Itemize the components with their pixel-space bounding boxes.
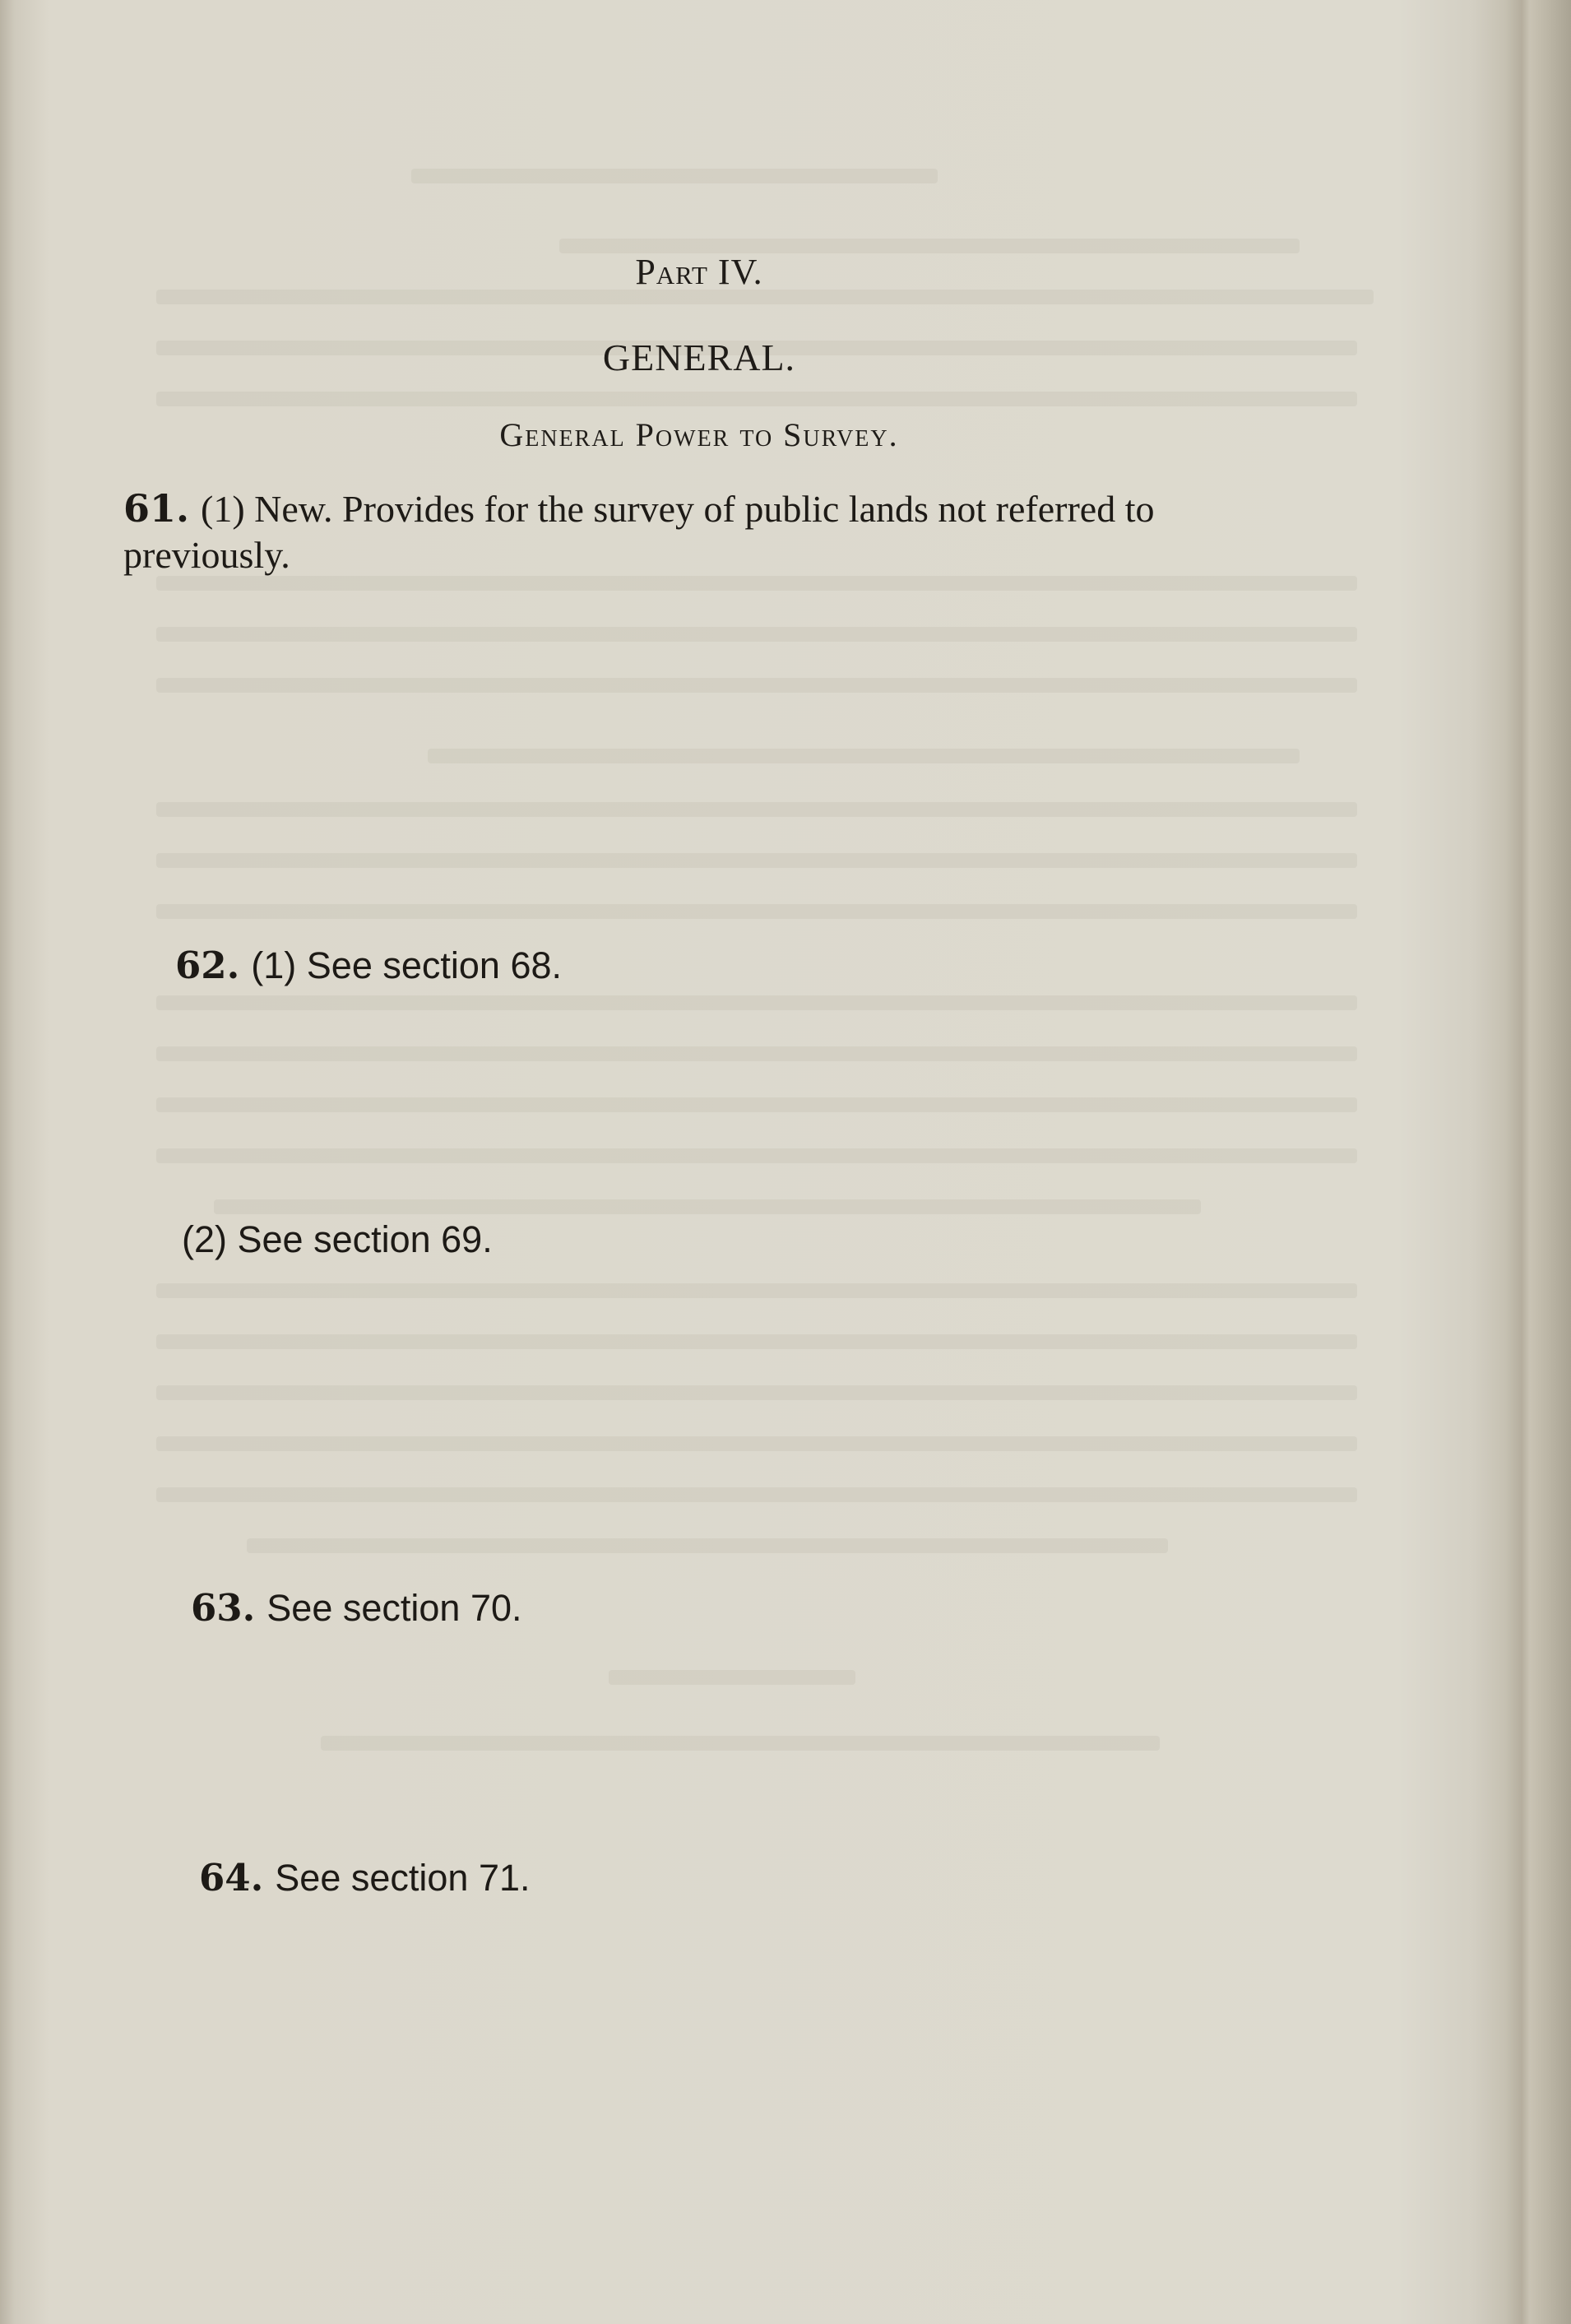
section-subheading: General Power to Survey.	[499, 416, 899, 453]
section-text: (1) New. Provides for the survey of public lands not referred to previously.	[123, 488, 1155, 576]
part-heading: Part IV.	[635, 252, 763, 292]
section-63	[191, 1585, 931, 1631]
section-62	[175, 943, 915, 989]
section-text: (1) See section 68.	[251, 944, 563, 986]
section-number: 62.	[175, 944, 240, 987]
section-text: (2) See section 69.	[182, 1218, 493, 1260]
section-number: 64.	[199, 1856, 264, 1900]
part-title: GENERAL.	[602, 336, 796, 378]
section-64	[199, 1855, 939, 1901]
section-61	[123, 485, 1176, 578]
section-number: 63.	[191, 1586, 256, 1630]
section-text: See section 71.	[275, 1857, 531, 1899]
section-text: See section 70.	[266, 1587, 522, 1629]
section-62-subsection-2	[182, 1217, 922, 1263]
section-number: 61.	[123, 486, 190, 531]
